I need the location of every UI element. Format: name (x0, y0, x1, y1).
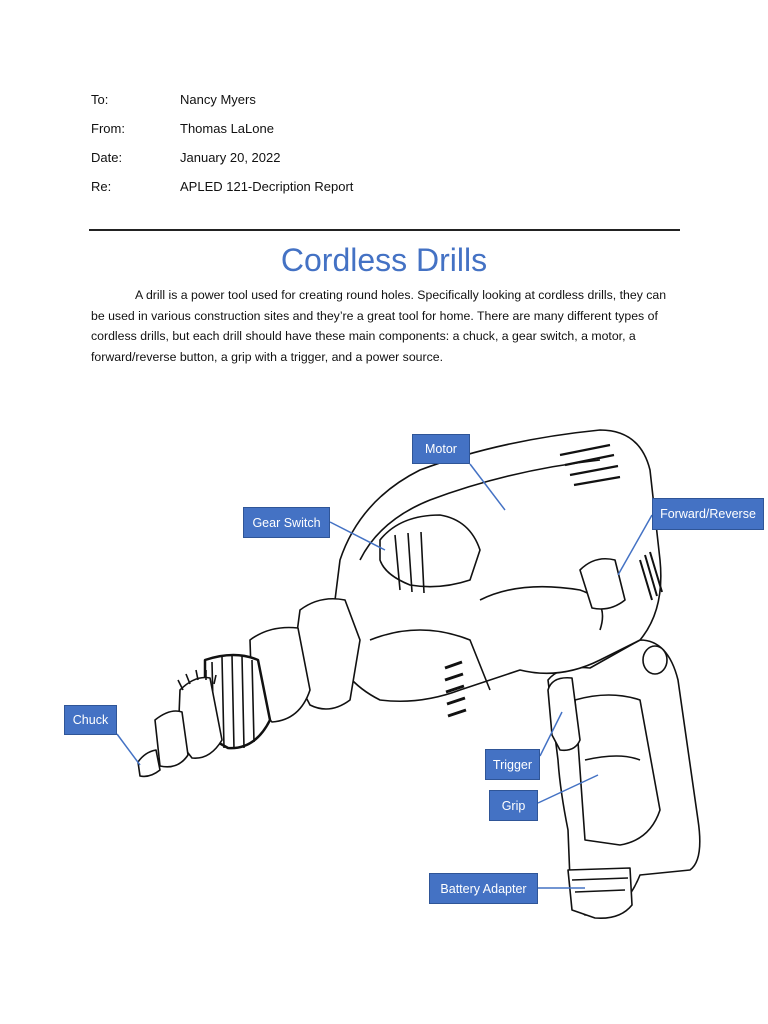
grip-label: Grip (489, 790, 538, 821)
intro-paragraph: A drill is a power tool used for creating round holes. Specifically looking at cordless drills, they can be used in various construction sites and they’re a great tool for home. There are many different types of cordless drills, but each drill should have these main components: a chuck, a gear switch, a motor, a forward/reverse button, a grip with a trigger, and a power source. (91, 288, 667, 364)
chuck-leader (117, 734, 140, 765)
forward-reverse-label: Forward/Reverse (652, 498, 764, 530)
drill-illustration (138, 430, 700, 918)
from-label: From: (91, 121, 125, 136)
battery-adapter-label: Battery Adapter (429, 873, 538, 904)
date-label: Date: (91, 150, 123, 165)
re-value: APLED 121-Decription Report (180, 179, 354, 194)
trigger-label: Trigger (485, 749, 540, 780)
gear-switch-label: Gear Switch (243, 507, 330, 538)
date-value: January 20, 2022 (180, 150, 281, 165)
chuck-label: Chuck (64, 705, 117, 735)
to-value: Nancy Myers (180, 92, 256, 107)
page-title: Cordless Drills (280, 242, 488, 278)
motor-label: Motor (412, 434, 470, 464)
to-label: To: (91, 92, 109, 107)
from-value: Thomas LaLone (180, 121, 274, 136)
re-label: Re: (91, 179, 112, 194)
